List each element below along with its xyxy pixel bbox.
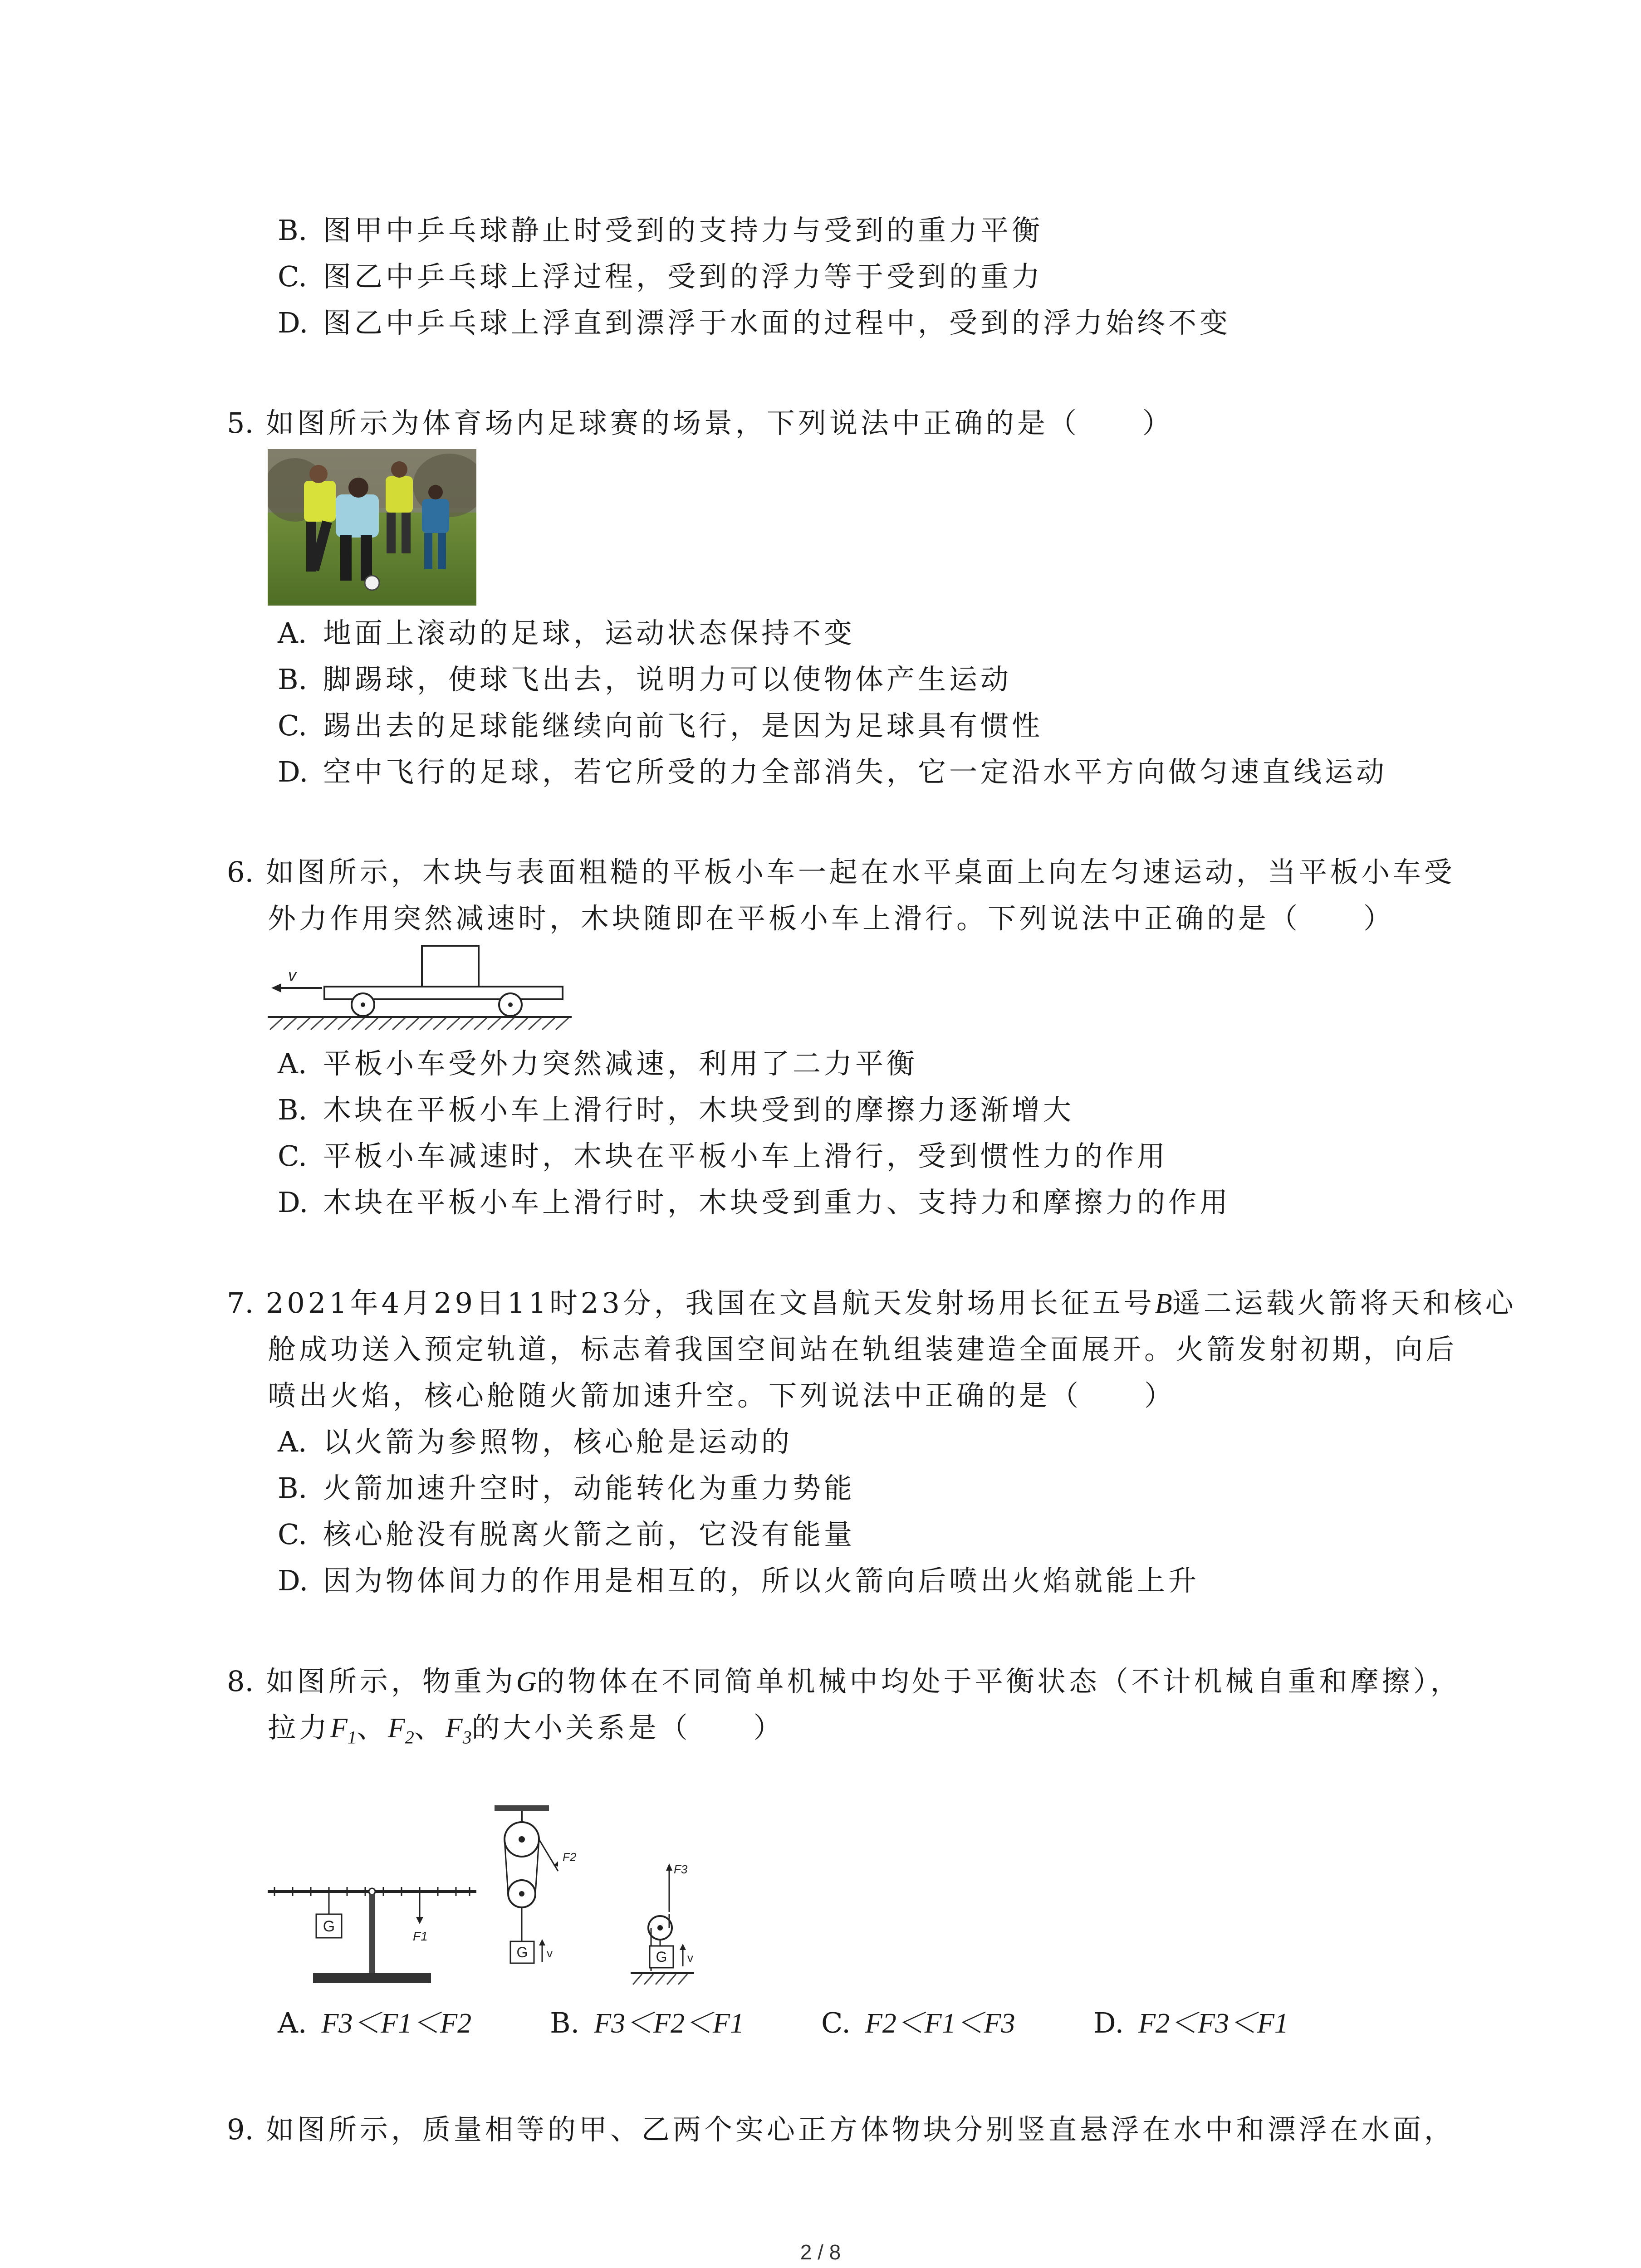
q7-option-a	[278, 1424, 793, 1460]
q5-option-a	[278, 615, 855, 651]
question-text: 如图所示，质量相等的甲、乙两个实心正方体物块分别竖直悬浮在水中和漂浮在水面，	[265, 2113, 1455, 2146]
option-label: C.	[821, 2006, 851, 2039]
q4-option-b	[278, 212, 1043, 249]
question-text: 的大小关系是（ ）	[471, 1711, 785, 1744]
q8-option-d	[1093, 2005, 1288, 2042]
question-number: 9.	[227, 2113, 254, 2146]
option-label: B.	[278, 663, 308, 696]
question-text: 的物体在不同简单机械中均处于平衡状态（不计机械自重和摩擦），	[536, 1665, 1462, 1698]
cart-diagram	[268, 943, 576, 1039]
question-text: 如图所示，物重为	[265, 1665, 516, 1698]
question-number: 5.	[227, 406, 254, 440]
question-text: 喷出火焰，核心舱随火箭加速升空。下列说法中正确的是（ ）	[268, 1379, 1176, 1412]
question-text: 2021年4月29日11时23分，我国在文昌航天发射场用长征五号	[265, 1286, 1155, 1320]
question-number: 8.	[227, 1665, 254, 1698]
option-text: F3＜F1＜F2	[321, 2008, 472, 2039]
weight-variable: G	[516, 1667, 537, 1697]
option-text: 图乙中乒乓球上浮直到漂浮于水面的过程中，受到的浮力始终不变	[323, 306, 1231, 339]
q8-stem-line1	[227, 1663, 1462, 1700]
question-text: 拉力	[268, 1711, 331, 1744]
lever-diagram	[265, 1860, 479, 1987]
q7-option-c	[278, 1516, 855, 1553]
q9-stem	[227, 2112, 1455, 2148]
pulley-block-diagram	[490, 1803, 585, 1984]
q5-option-b	[278, 661, 1012, 698]
option-text: 地面上滚动的足球，运动状态保持不变	[323, 616, 856, 650]
option-label: B.	[278, 1093, 308, 1126]
option-text: 图甲中乒乓球静止时受到的支持力与受到的重力平衡	[323, 214, 1043, 247]
option-label: C.	[278, 1518, 307, 1551]
velocity-label: v	[288, 966, 296, 984]
rocket-model-variable: B	[1155, 1288, 1172, 1319]
option-label: D.	[278, 306, 309, 339]
option-label: C.	[278, 260, 307, 293]
option-text: 以火箭为参照物，核心舱是运动的	[323, 1425, 793, 1458]
movable-pulley-diagram	[626, 1860, 730, 1987]
option-label: B.	[278, 214, 308, 247]
option-text: 核心舱没有脱离火箭之前，它没有能量	[323, 1518, 856, 1551]
option-text: 木块在平板小车上滑行时，木块受到的摩擦力逐渐增大	[323, 1093, 1075, 1126]
option-text: F2＜F1＜F3	[865, 2008, 1015, 2039]
question-text: 如图所示，木块与表面粗糙的平板小车一起在水平桌面上向左匀速运动，当平板小车受	[265, 855, 1455, 889]
force-f1: $F_1$	[330, 1713, 357, 1748]
q7-option-d	[278, 1563, 1200, 1599]
option-text: 脚踢球，使球飞出去，说明力可以使物体产生运动	[323, 663, 1012, 696]
weight-label: G	[323, 1918, 335, 1935]
q5-stem	[227, 405, 1174, 441]
q8-option-a	[278, 2005, 471, 2042]
q6-option-b	[278, 1092, 1074, 1128]
force-f3: $F_3$	[445, 1713, 472, 1748]
option-label: D.	[278, 1186, 309, 1219]
q6-stem-line2	[268, 900, 1395, 937]
q7-stem-line2	[268, 1331, 1457, 1368]
option-text: 空中飞行的足球，若它所受的力全部消失，它一定沿水平方向做匀速直线运动	[323, 755, 1388, 788]
question-text: 遥二运载火箭将天和核心	[1172, 1286, 1517, 1320]
page-number: 2 / 8	[800, 2240, 841, 2264]
option-text: 平板小车受外力突然减速，利用了二力平衡	[323, 1047, 918, 1080]
option-label: A.	[278, 616, 307, 650]
option-text: 因为物体间力的作用是相互的，所以火箭向后喷出火焰就能上升	[323, 1564, 1200, 1597]
question-number: 6.	[227, 855, 254, 889]
option-label: A.	[278, 1047, 307, 1080]
q6-option-c	[278, 1138, 1168, 1174]
force-f2: $F_2$	[387, 1713, 414, 1748]
q4-option-d	[278, 305, 1231, 341]
q7-stem-line3	[268, 1378, 1176, 1414]
q5-option-c	[278, 708, 1043, 744]
force-f3-label: F3	[674, 1862, 688, 1876]
option-text: F3＜F2＜F1	[594, 2008, 744, 2039]
option-text: 平板小车减速时，木块在平板小车上滑行，受到惯性力的作用	[323, 1139, 1169, 1173]
option-label: B.	[550, 2006, 580, 2039]
force-f2-label: F2	[563, 1850, 577, 1864]
question-text: 外力作用突然减速时，木块随即在平板小车上滑行。下列说法中正确的是（ ）	[268, 902, 1395, 935]
option-text: 火箭加速升空时，动能转化为重力势能	[323, 1471, 856, 1505]
velocity-label: v	[547, 1946, 553, 1960]
q8-option-c	[821, 2005, 1015, 2042]
q8-stem-line2: 拉力$F_1$、$F_2$、$F_3$的大小关系是（ ）	[268, 1711, 785, 1748]
option-text: 踢出去的足球能继续向前飞行，是因为足球具有惯性	[323, 709, 1043, 742]
q6-option-d	[278, 1184, 1231, 1221]
option-label: D.	[278, 1564, 309, 1597]
option-text: 木块在平板小车上滑行时，木块受到重力、支持力和摩擦力的作用	[323, 1186, 1231, 1219]
option-label: D.	[278, 755, 309, 788]
q7-option-b	[278, 1470, 855, 1506]
question-text: 舱成功送入预定轨道，标志着我国空间站在轨组装建造全面展开。火箭发射初期，向后	[268, 1333, 1458, 1366]
option-label: B.	[278, 1471, 308, 1505]
velocity-label: v	[687, 1951, 693, 1965]
soccer-photo	[268, 449, 476, 606]
option-text: F2＜F3＜F1	[1138, 2008, 1288, 2039]
q4-option-c	[278, 259, 1043, 295]
q6-stem-line1	[227, 854, 1455, 890]
q5-option-d	[278, 754, 1387, 790]
option-label: C.	[278, 1139, 307, 1173]
q8-option-b	[550, 2005, 744, 2042]
option-label: A.	[278, 2006, 307, 2039]
q6-option-a	[278, 1046, 918, 1082]
weight-label: G	[656, 1949, 667, 1965]
question-text: 如图所示为体育场内足球赛的场景，下列说法中正确的是（ ）	[265, 406, 1174, 440]
force-f1-label: F1	[413, 1929, 428, 1943]
option-label: D.	[1093, 2006, 1124, 2039]
option-label: A.	[278, 1425, 307, 1458]
q7-stem-line1	[227, 1285, 1517, 1322]
question-number: 7.	[227, 1286, 254, 1320]
option-label: C.	[278, 709, 307, 742]
weight-label: G	[516, 1944, 528, 1960]
option-text: 图乙中乒乓球上浮过程，受到的浮力等于受到的重力	[323, 260, 1043, 293]
